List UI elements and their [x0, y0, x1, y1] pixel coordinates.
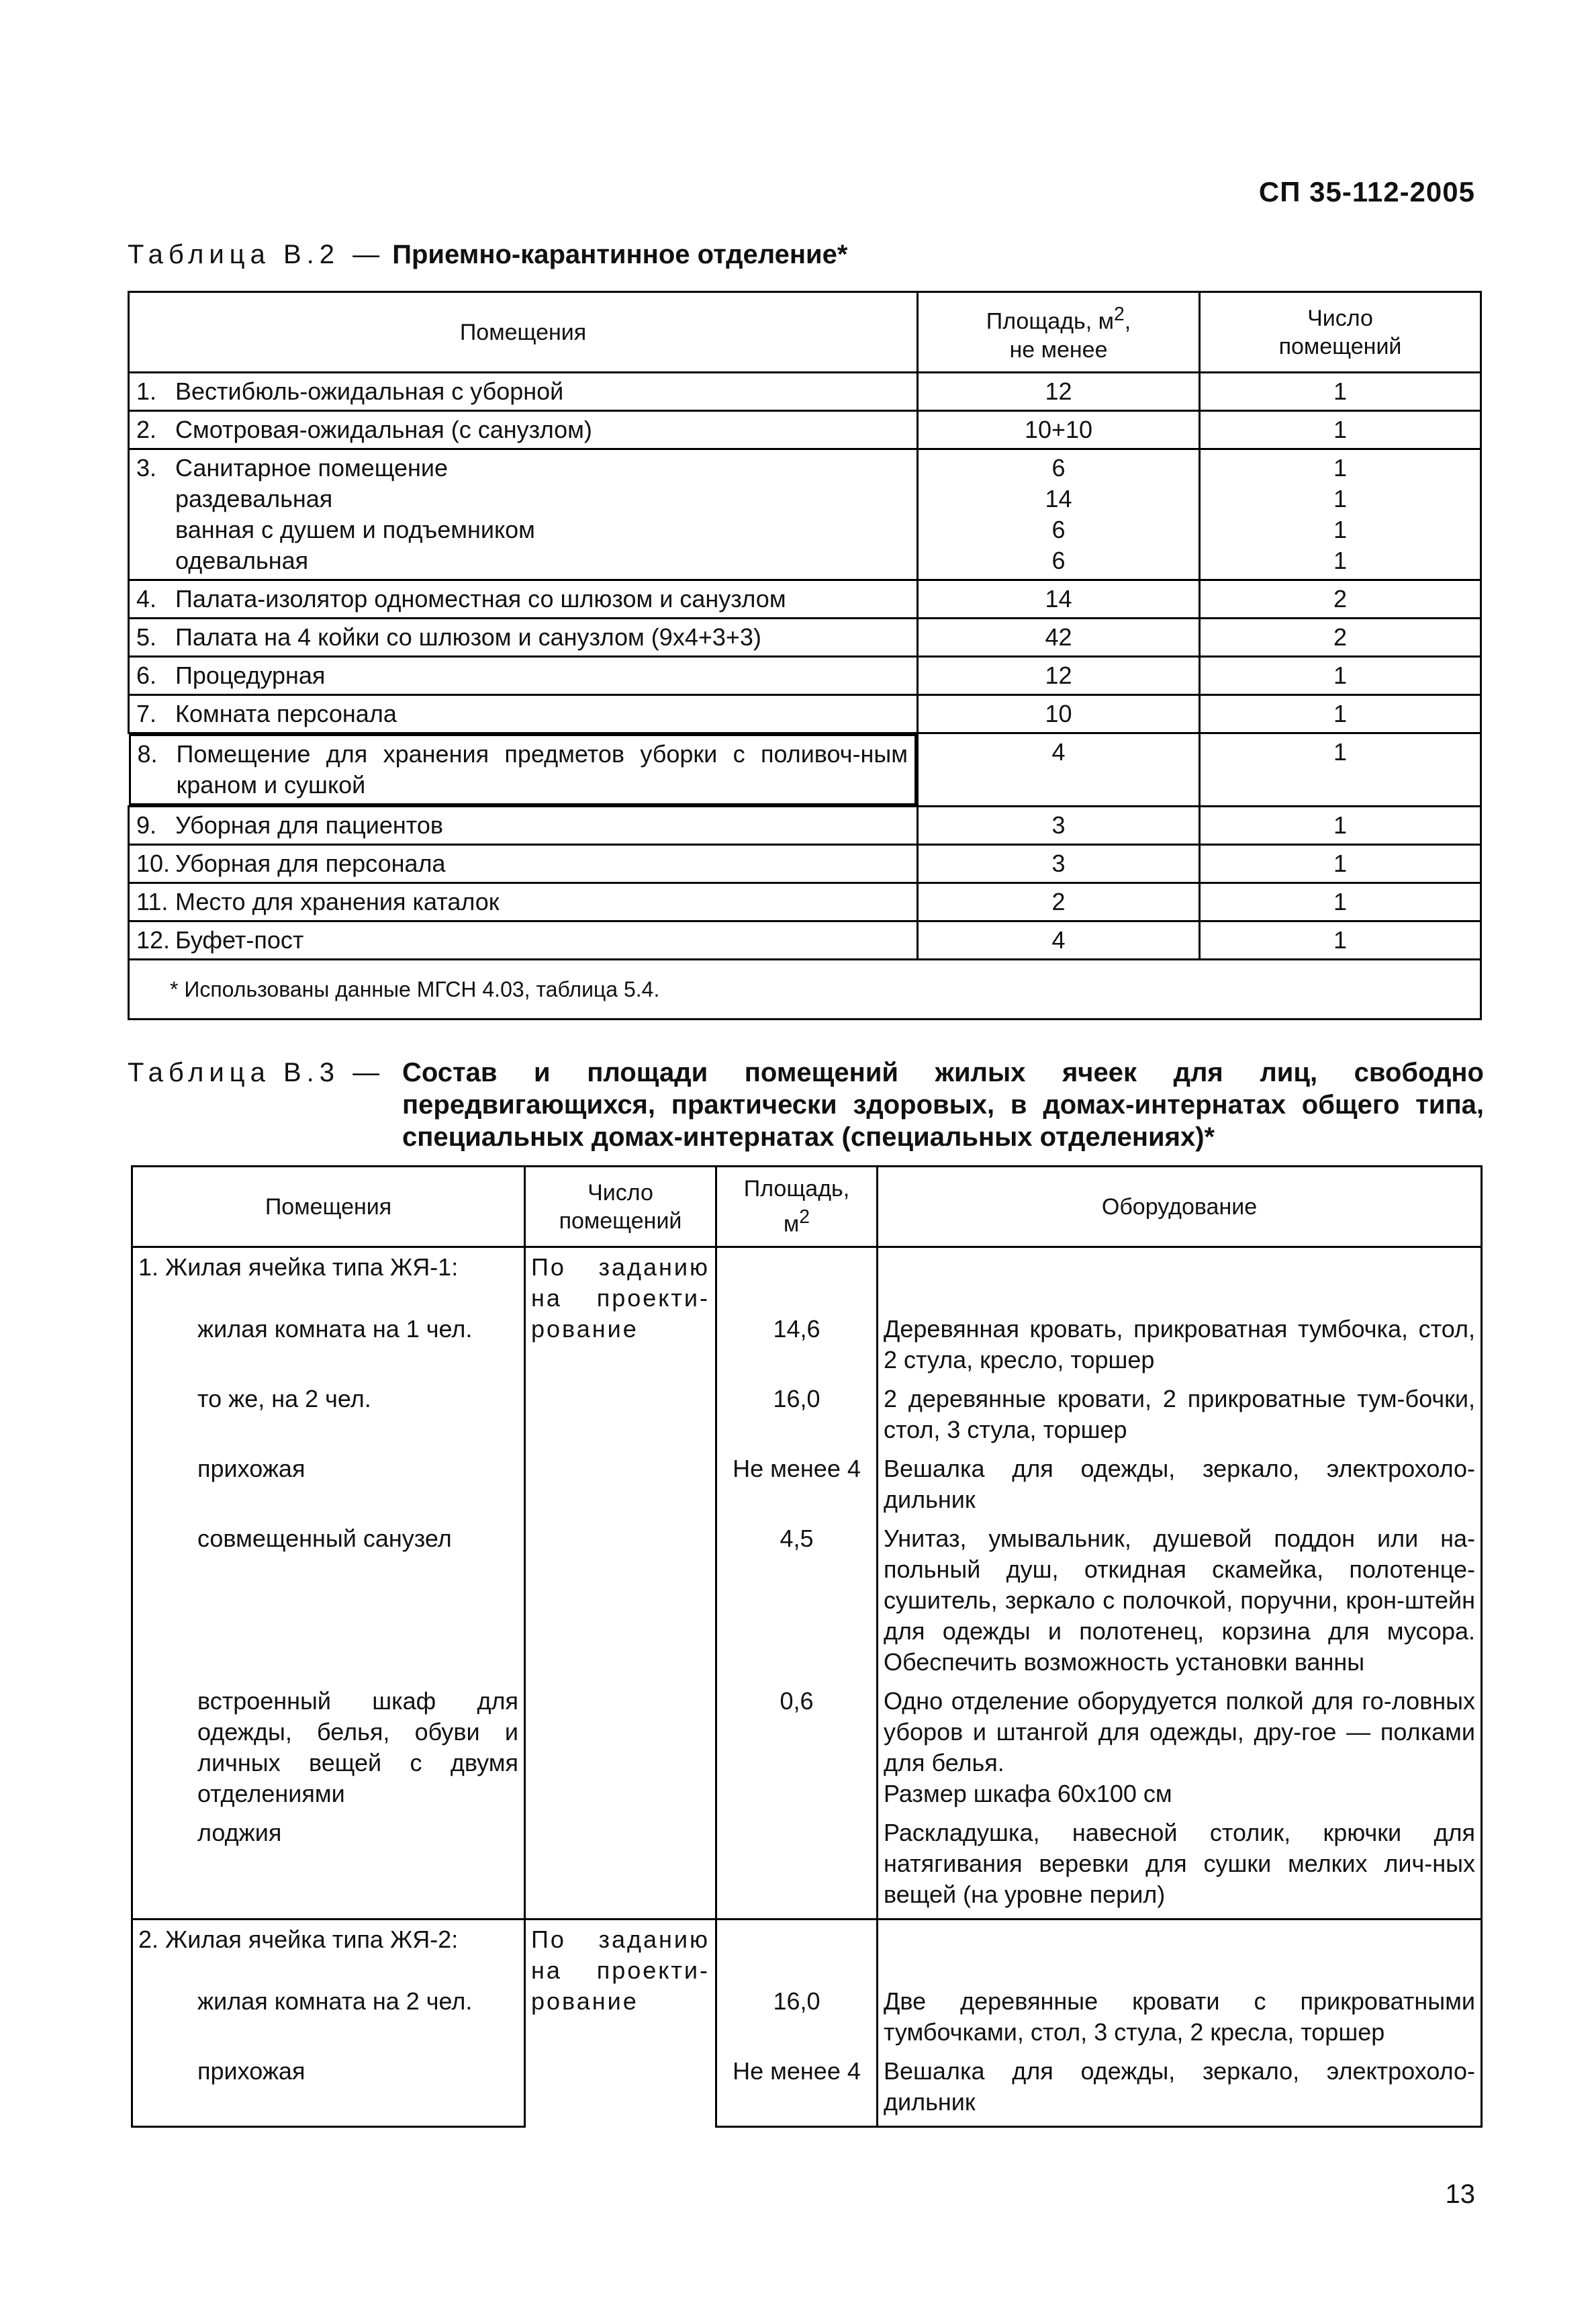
item-name: прихожая [197, 2057, 306, 2085]
item-name: жилая комната на 2 чел. [197, 1987, 473, 2015]
room-name: Палата на 4 койки со шлюзом и санузлом (9х4+3+3) [175, 623, 761, 651]
room-area: 4 [918, 733, 1200, 807]
room-count: 1 [1200, 845, 1481, 883]
room-area: 12 [918, 657, 1200, 695]
room-area: 6 [1051, 454, 1066, 482]
row-number: 7. [136, 700, 157, 727]
item-name: встроенный шкаф для одежды, белья, обуви и личных вещей с двумя отделениями [197, 1687, 518, 1807]
row-number: 2. [136, 416, 157, 443]
item-equipment: Одно отделение оборудуется полкой для го-ловных уборов и штангой для одежды, дру-гое — полками для белья. [884, 1687, 1475, 1776]
table3-header-row [132, 1167, 1482, 1247]
row-number: 12. [136, 926, 171, 954]
room-area: 10+10 [918, 411, 1200, 449]
room-name: Уборная для пациентов [175, 811, 444, 839]
table-row [132, 1959, 1482, 2052]
room-name: Санитарное помещение [175, 454, 449, 482]
table3-caption-title: Состав и площади помещений жилых ячеек для лиц, свободно передвигающихся, практически здоровых, в домах-интернатах общего типа, специальных домах-интернатах (специальных отделениях)* [402, 1058, 1484, 1152]
room-count: 1 [1333, 454, 1348, 482]
table2 [128, 291, 1482, 1020]
table3-caption-label: Таблица В.3 — [128, 1058, 385, 1087]
row-number: 6. [136, 662, 157, 689]
table-row [132, 1247, 1482, 1288]
row-number: 8. [137, 740, 158, 768]
table-row [129, 580, 1481, 619]
table2-caption-title: Приемно-карантинное отделение* [392, 240, 848, 269]
table-row [129, 733, 1481, 807]
document-code: СП 35-112-2005 [1258, 176, 1475, 208]
item-area: Не менее 4 [716, 1449, 878, 1519]
item-name: прихожая [197, 1455, 306, 1482]
item-area: Не менее 4 [716, 2052, 878, 2127]
room-name: Место для хранения каталок [175, 888, 500, 915]
room-area: 3 [918, 807, 1200, 845]
item-name: то же, на 2 чел. [197, 1385, 371, 1412]
item-name: лоджия [197, 1819, 282, 1846]
table2-header-count: Число помещений [1200, 292, 1481, 373]
table-row [129, 411, 1481, 449]
table-row [129, 373, 1481, 411]
subroom-count: 1 [1333, 547, 1348, 574]
room-area: 10 [918, 695, 1200, 733]
table3-header-equipment: Оборудование [878, 1167, 1482, 1247]
room-area: 42 [918, 619, 1200, 657]
row-number: 1. [136, 377, 157, 405]
room-area: 4 [918, 921, 1200, 960]
item-equipment: Деревянная кровать, прикроватная тумбочка, стол, 2 стула, кресло, торшер [878, 1287, 1482, 1380]
room-count: 1 [1200, 807, 1481, 845]
table-row [132, 2052, 1482, 2127]
table-row [129, 619, 1481, 657]
table3-header-rooms: Помещения [132, 1167, 525, 1247]
room-count: 1 [1200, 733, 1481, 807]
item-area: 16,0 [716, 1380, 878, 1449]
page-number: 13 [1445, 2179, 1475, 2209]
table2-header-area: Площадь, $м^2$, не менее [918, 292, 1200, 373]
table-row [129, 883, 1481, 921]
item-equipment: Вешалка для одежды, зеркало, электрохоло-дильник [878, 2052, 1482, 2127]
room-count: 1 [1200, 411, 1481, 449]
item-equipment: 2 деревянные кровати, 2 прикроватные тум-бочки, стол, 3 стула, торшер [878, 1380, 1482, 1449]
room-name: Палата-изолятор одноместная со шлюзом и санузлом [175, 585, 786, 613]
table-row [132, 1682, 1482, 1813]
item-name: жилая комната на 1 чел. [197, 1315, 473, 1343]
table-row [129, 695, 1481, 733]
table-row [132, 1287, 1482, 1380]
room-count: 1 [1200, 373, 1481, 411]
room-count: 1 [1200, 883, 1481, 921]
table-row [132, 1449, 1482, 1519]
item-equipment: Две деревянные кровати с прикроватными тумбочками, стол, 3 стула, 2 кресла, торшер [878, 1959, 1482, 2052]
room-count: 2 [1200, 619, 1481, 657]
group-count: По заданию на проекти-рование [525, 1920, 716, 2127]
table-row [129, 657, 1481, 695]
group-count: По заданию на проекти-рование [525, 1247, 716, 1920]
row-number: 9. [136, 811, 157, 839]
group-title: 1. Жилая ячейка типа ЖЯ-1: [132, 1247, 525, 1288]
room-name: Процедурная [175, 662, 326, 689]
item-name: совмещенный санузел [197, 1525, 452, 1552]
table2-header-row [129, 292, 1481, 373]
item-area: 0,6 [716, 1682, 878, 1813]
row-number: 4. [136, 585, 157, 613]
item-area: 14,6 [716, 1287, 878, 1380]
table-row [129, 921, 1481, 960]
row-number: 11. [136, 888, 169, 915]
subroom-count: 1 [1333, 485, 1348, 512]
table-row [132, 1380, 1482, 1449]
table2-footnote: * Использованы данные МГСН 4.03, таблица 5.4. [129, 960, 1481, 1020]
table2-header-rooms: Помещения [129, 292, 918, 373]
item-area: 4,5 [716, 1519, 878, 1682]
table-row [132, 1920, 1482, 1960]
row-number: 3. [136, 454, 157, 482]
row-number: 5. [136, 623, 157, 651]
room-name: Уборная для персонала [175, 850, 446, 877]
table-row [132, 1813, 1482, 1920]
table-row [129, 449, 1481, 580]
room-name: Смотровая-ожидальная (с санузлом) [175, 416, 592, 443]
room-name: Комната персонала [175, 700, 397, 727]
room-count: 2 [1200, 580, 1481, 619]
table-row [132, 1519, 1482, 1682]
room-area: 14 [918, 580, 1200, 619]
subroom-area: 6 [1051, 516, 1066, 543]
table-row [129, 845, 1481, 883]
group-title: 2. Жилая ячейка типа ЖЯ-2: [132, 1920, 525, 1960]
table2-caption [128, 238, 847, 271]
item-area: 16,0 [716, 1959, 878, 2052]
table3-header-count: Число помещений [525, 1167, 716, 1247]
room-area: 3 [918, 845, 1200, 883]
row-number: 10. [136, 850, 171, 877]
room-count: 1 [1200, 695, 1481, 733]
item-equipment: Вешалка для одежды, зеркало, электрохоло-дильник [878, 1449, 1482, 1519]
room-name: Вестибюль-ожидальная с уборной [175, 377, 564, 405]
table3-header-area: Площадь, $м^2$ [716, 1167, 878, 1247]
table2-caption-label: Таблица В.2 — [128, 240, 385, 269]
subroom-name: ванная с душем и подъемником [175, 516, 535, 543]
subroom-name: одевальная [175, 547, 309, 574]
item-area [716, 1813, 878, 1920]
table-row [129, 807, 1481, 845]
item-equipment: Унитаз, умывальник, душевой поддон или на-польный душ, откидная скамейка, полотенце-сушитель, зеркало с полочкой, поручни, крон-штейн для одежды и полотенец, корзина для мусора. Обеспечить возможность установки ванны [878, 1519, 1482, 1682]
room-name: Буфет-пост [175, 926, 304, 954]
subroom-area: 6 [1051, 547, 1066, 574]
subroom-name: раздевальная [175, 485, 333, 512]
room-area: 12 [918, 373, 1200, 411]
room-count: 1 [1200, 921, 1481, 960]
room-count: 1 [1200, 657, 1481, 695]
item-equipment: Раскладушка, навесной столик, крючки для натягивания веревки для сушки мелких лич-ных вещей (на уровне перил) [878, 1813, 1482, 1920]
room-area: 2 [918, 883, 1200, 921]
table2-note-row [129, 960, 1481, 1020]
item-equipment-size: Размер шкафа 60х100 см [884, 1780, 1172, 1807]
subroom-area: 14 [1045, 485, 1072, 512]
room-name: Помещение для хранения предметов уборки с поливоч-ным краном и сушкой [176, 740, 908, 799]
subroom-count: 1 [1333, 516, 1348, 543]
table3 [131, 1165, 1483, 2128]
